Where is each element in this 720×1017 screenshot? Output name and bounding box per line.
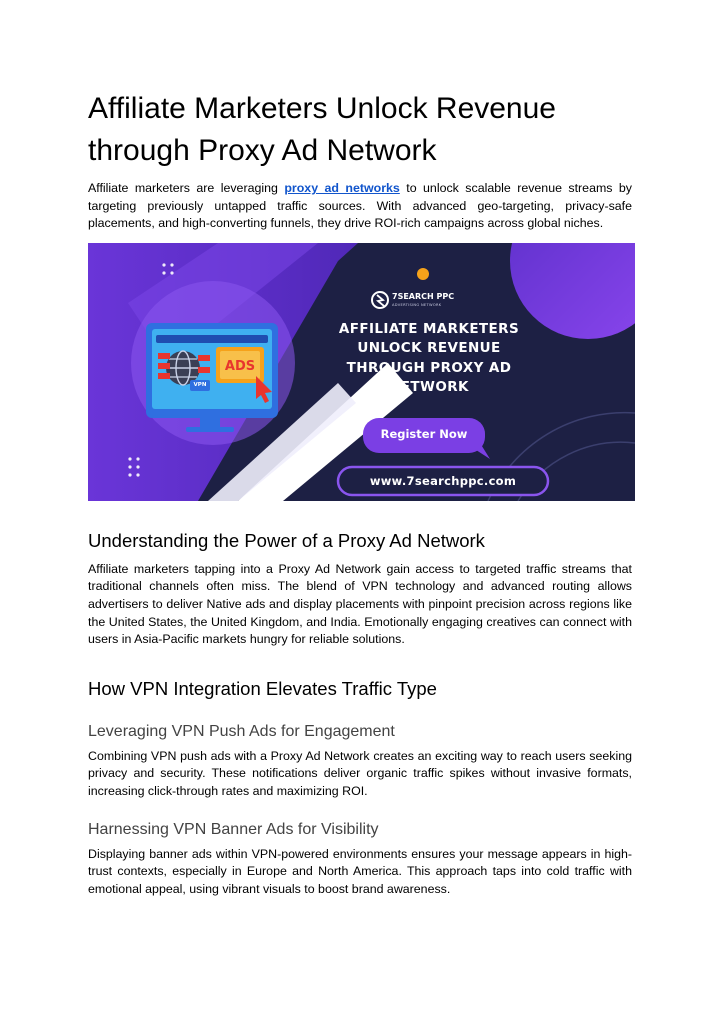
banner-brand-tagline: ADVERTISING NETWORK <box>392 302 442 307</box>
document-page <box>88 88 632 898</box>
banner-headline <box>316 320 542 398</box>
proxy-ad-networks-link[interactable]: proxy ad networks <box>284 181 400 195</box>
intro-text-after: to unlock scalable revenue streams by targeting previously untapped traffic sources. With advanced geo-targeting, privacy-safe placements, and high-converting funnels, they drive ROI-rich campaigns across global niches. <box>88 181 633 231</box>
banner-headline-line-4: NETWORK <box>389 379 469 396</box>
banner-ads-label: ADS <box>224 358 256 374</box>
banner-register-button[interactable]: Register Now <box>380 426 468 441</box>
banner-headline-line-1: AFFILIATE MARKETERS <box>338 320 520 337</box>
subheading-vpn-banner-ads: Harnessing VPN Banner Ads for Visibility <box>88 820 379 838</box>
paragraph-vpn-push-ads: Combining VPN push ads with a Proxy Ad Network creates an exciting way to reach users seeking privacy and security. These notifications deliver organic traffic spikes without invasive formats, increasing click-through rates and maximizing ROI. <box>88 748 632 798</box>
banner-vpn-label: VPN <box>193 381 207 388</box>
section-heading-vpn-integration: How VPN Integration Elevates Traffic Type <box>88 677 437 699</box>
paragraph-vpn-banner-ads: Displaying banner ads within VPN-powered environments ensures your message appears in high-trust contexts, especially in Europe and North America. This approach taps into cold traffic with emotional appeal, using vibrant visuals to boost brand awareness. <box>88 846 632 896</box>
banner-headline-line-2: UNLOCK REVENUE <box>357 340 501 357</box>
page-title: Affiliate Marketers Unlock Revenue through Proxy Ad Network <box>88 92 556 167</box>
intro-text-before: Affiliate marketers are leveraging <box>88 181 285 195</box>
banner-url: www.7searchppc.com <box>369 473 517 488</box>
banner-headline-line-3: THROUGH PROXY AD <box>346 359 512 376</box>
section-paragraph-proxy-power: Affiliate marketers tapping into a Proxy Ad Network gain access to targeted traffic streams that traditional channels often miss. The blend of VPN technology and advanced routing allows advertisers to deliver Native ads and display placements with pinpoint precision across regions like the United States, the United Kingdom, and India. Emotionally engaging creatives can connect with users in Asia-Pacific markets hungry for reliable solutions. <box>88 561 632 647</box>
monitor-illustration <box>146 323 278 432</box>
promo-banner-image <box>88 243 635 501</box>
banner-brand: 7SEARCH PPC <box>392 291 455 301</box>
section-heading-proxy-power: Understanding the Power of a Proxy Ad Network <box>88 529 485 551</box>
subheading-vpn-push-ads: Leveraging VPN Push Ads for Engagement <box>88 722 395 740</box>
intro-paragraph <box>88 180 632 233</box>
